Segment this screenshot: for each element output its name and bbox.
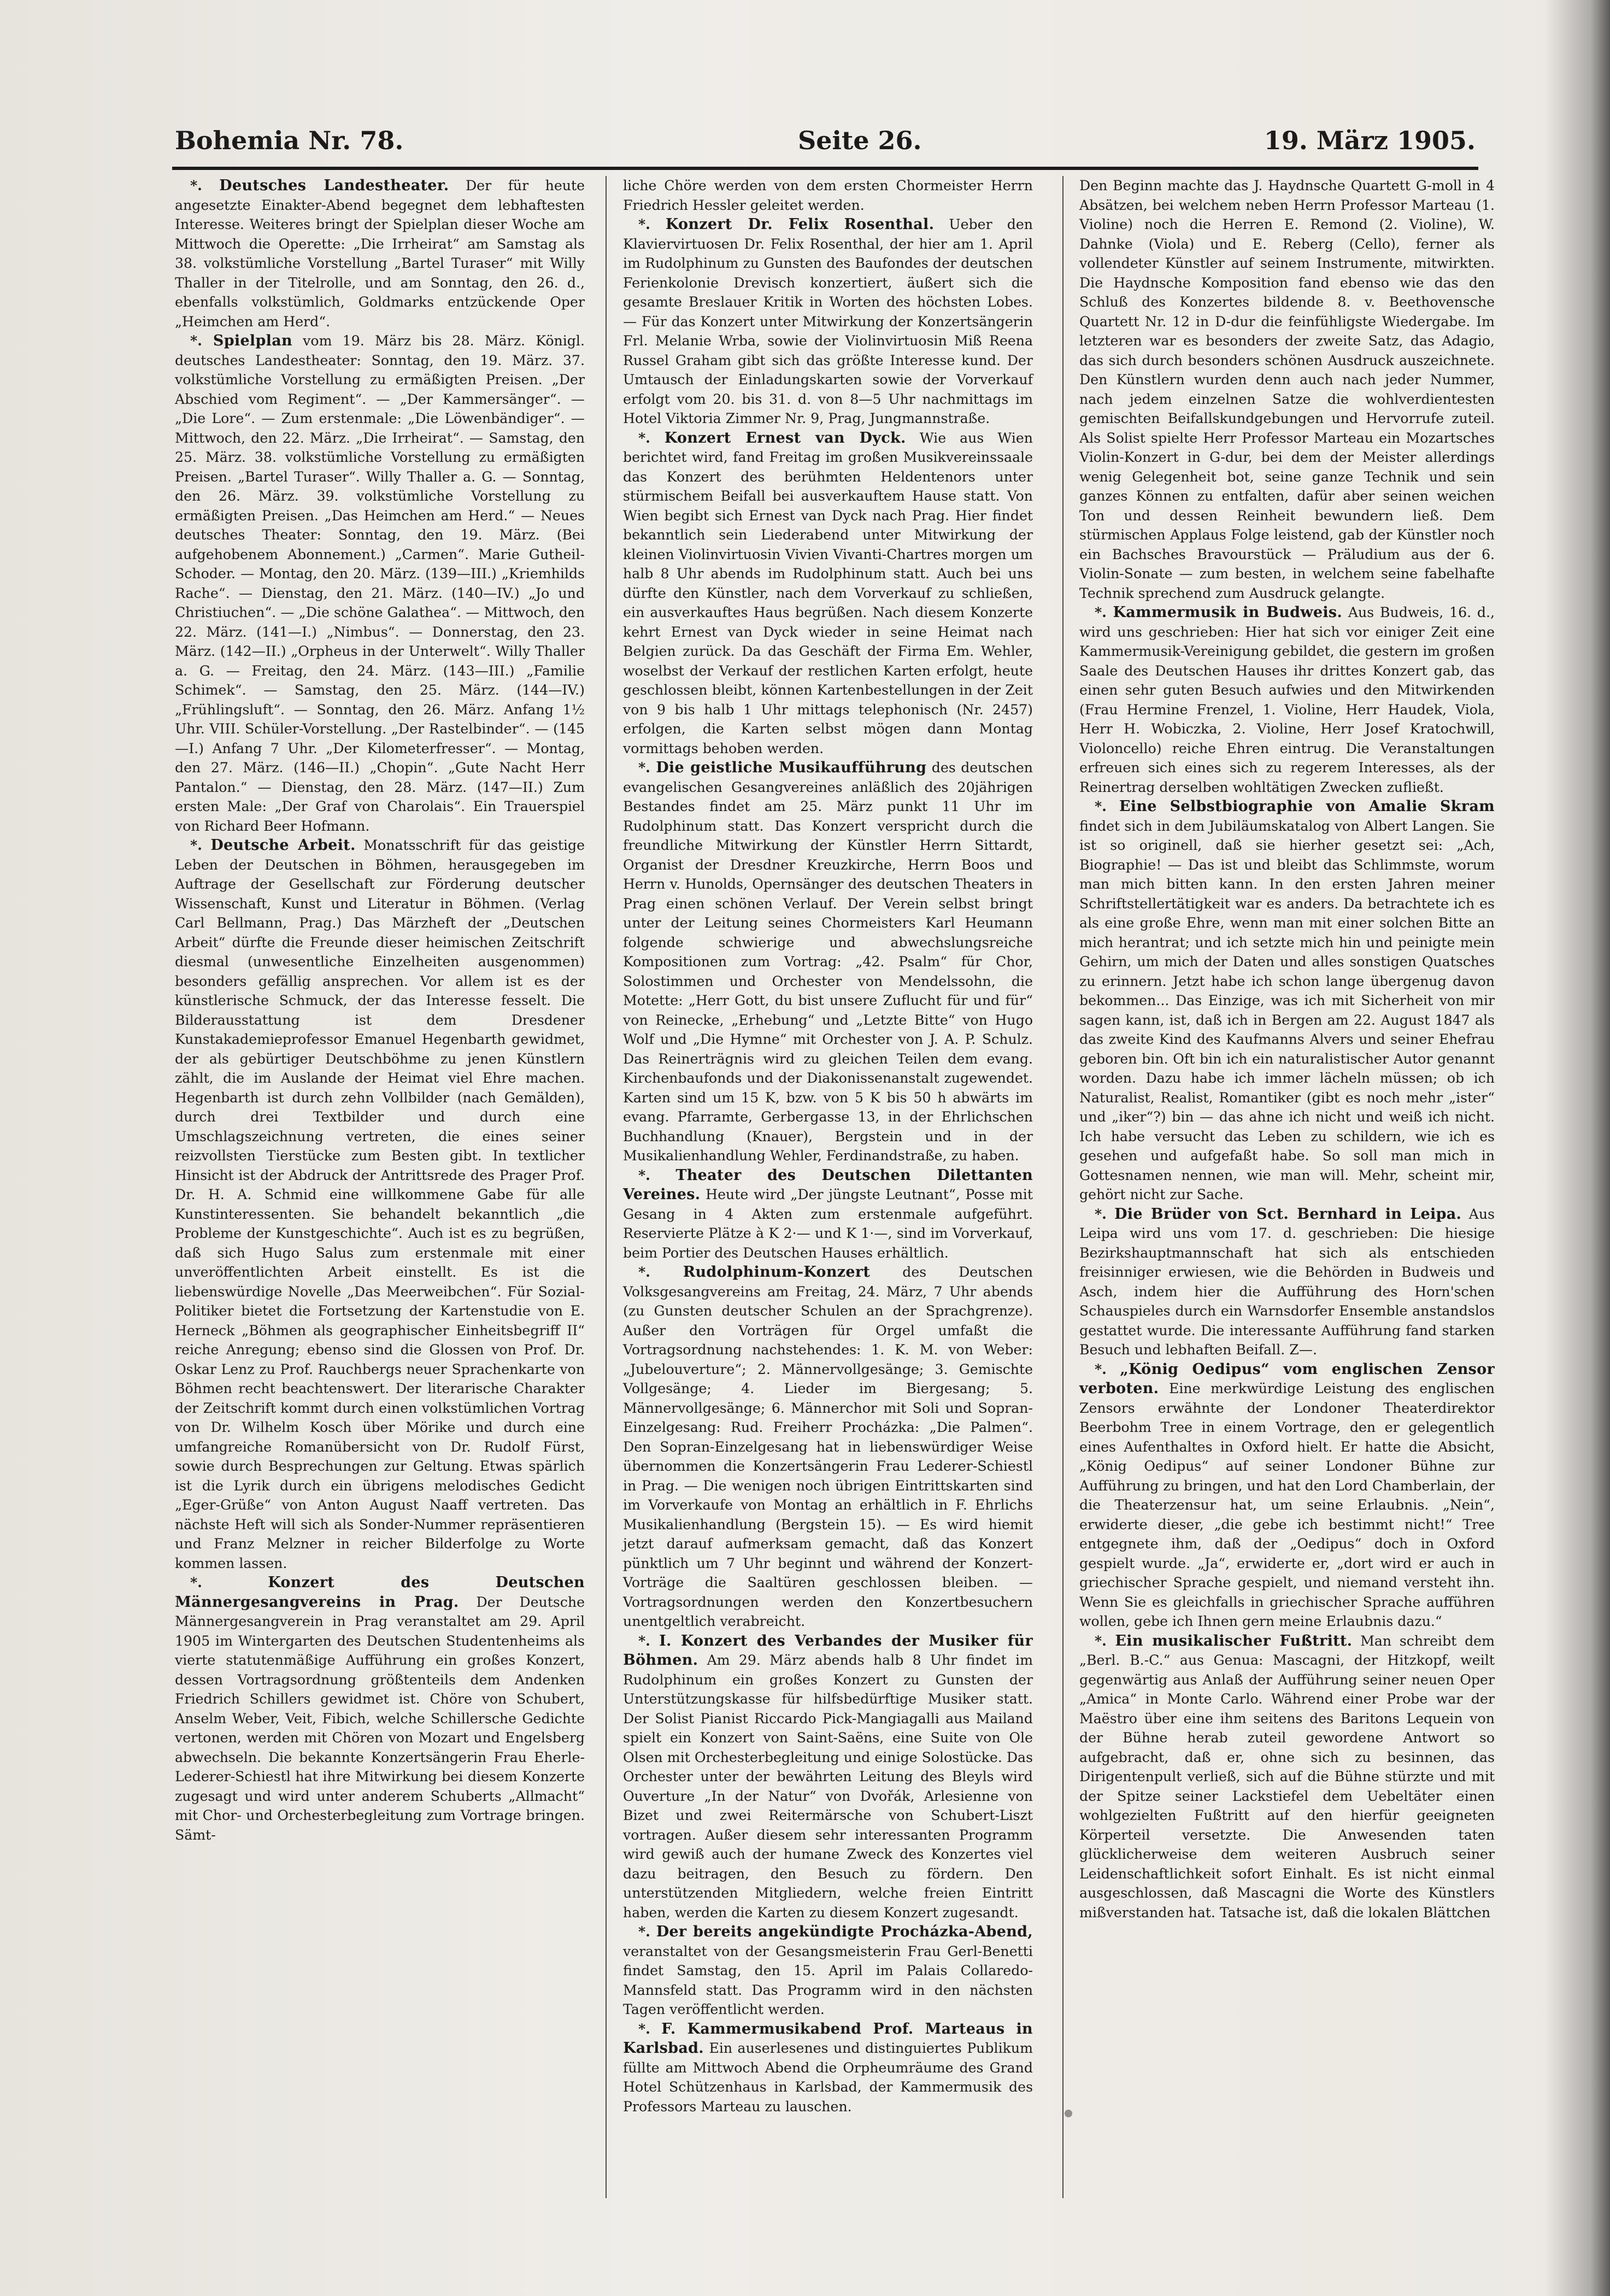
article-text: Eine merkwürdige Leistung des englischen Zensors erwähnte der Londoner Theaterdirektor Beerbohm Tree in einem Vortrage, den er gelegentlich eines Aufenthaltes in Oxford hielt. Er hatte die Absicht, „König Oedipus“ auf seiner Londoner Bühne zur Aufführung zu bringen, und hat den Lord Chamberlain, der die Theaterzensur hat, um seine Erlaubnis. „Nein“, erwiderte dieser, „die gebe ich bestimmt nicht!“ Tree entgegnete ihm, daß der „Oedipus“ doch in Oxford gespielt wurde. „Ja“, erwiderte er, „dort wird er auch in griechischer Sprache gespielt, und niemand versteht ihn. Wenn Sie es gleichfalls in griechischer Sprache aufführen wollen, gebe ich Ihnen gern meine Erlaubnis dazu.“ [1079,1381,1495,1629]
article-bullet-icon: *. [1095,1632,1115,1649]
header-page-number: Seite 26. [798,126,922,155]
article-paragraph [1079,797,1495,1205]
article-text: Man schreibt dem „Berl. B.-C.“ aus Genua: Mascagni, der Hitzkopf, weilt gegenwärtig aus Anlaß der Aufführung seiner neuen Oper „Amica“ in Monte Carlo. Während einer Probe war der Maëstro über eine ihm seitens des Baritons Lequein von der Bühne herab zuteil gewordene Antwort so aufgebracht, daß er, ohne sich zu besinnen, das Dirigentenpult verließ, sich auf die Bühne stürzte und mit der Spitze seiner Lackstiefel dem Uebeltäter einen wohlgezielten Fußtritt auf den hierfür geeigneten Körperteil versetzte. Die Anwesenden taten glücklicherweise dem weiteren Ausbruch seiner Leidenschaftlichkeit sofort Einhalt. Es ist nicht einmal ausgeschlossen, daß Mascagni die Worte des Künstlers mißverstanden hat. Tatsache ist, daß die lokalen Blättchen [1079,1633,1495,1921]
article-text: Der Deutsche Männergesangverein in Prag veranstaltet am 29. April 1905 im Wintergarten des Deutschen Studentenheims als vierte statutenmäßige Aufführung ein großes Konzert, dessen Vortragsordnung größtenteils dem Andenken Friedrich Schillers gewidmet ist. Chöre von Schubert, Anselm Weber, Veit, Fibich, welche Schillersche Gedichte vertonen, werden mit Chören von Mozart und Engelsberg abwechseln. Die bekannte Konzertsängerin Frau Eherle-Lederer-Schiestl hat ihre Mitwirkung bei diesem Konzerte zugesagt und wird unter anderem Schuberts „Allmacht“ mit Chor- und Orchesterbegleitung zum Vortrage bringen. Sämt- [175,1594,585,1843]
column-1 [175,176,585,2176]
article-paragraph [175,331,585,836]
article-paragraph [623,176,1033,215]
article-bullet-icon: *. [638,429,665,446]
article-text: Ein auserlesenes und distinguiertes Publikum füllte am Mittwoch Abend die Orpheumräume des Grand Hotel Schützenhaus in Karlsbad, der Kammermusik des Professors Marteau zu lauschen. [623,2040,1033,2115]
article-paragraph [1079,1205,1495,1360]
column-3 [1079,176,1495,1921]
article-bullet-icon: *. [1095,798,1119,814]
article-bullet-icon: *. [638,1632,660,1649]
article-bullet-icon: *. [190,1574,268,1590]
article-heading: Konzert des Deutschen Männergesangvereins in Prag. [175,1574,585,1611]
article-text: Am 29. März abends halb 8 Uhr findet im Rudolphinum ein großes Konzert zu Gunsten der Unterstützungskasse für hilfsbedürftige Musiker statt. Der Solist Pianist Riccardo Pick-Mangiagalli aus Mailand spielt ein Konzert von Saint-Saëns, eine Suite von Ole Olsen mit Orchesterbegleitung und einige Solostücke. Das Orchester unter der bewährten Leitung des Bleyls wird Ouverture „In der Natur“ von Dvořák, Arlesienne von Bizet und zwei Reitermärsche von Schubert-Liszt vortragen. Außer diesem sehr interessanten Programm wird gewiß auch der humane Zweck des Konzertes viel dazu beitragen, den Besuch zu fördern. Den unterstützenden Mitgliedern, welche freien Eintritt haben, werden die Karten zu diesem Konzert zugesandt. [623,1652,1033,1921]
article-text: Aus Budweis, 16. d., wird uns geschrieben: Hier hat sich vor einiger Zeit eine Kammermusik-Vereinigung gebildet, die gestern im großen Saale des Deutschen Hauses ihr drittes Konzert gab, das einen sehr guten Besuch aufwies und den Mitwirkenden (Frau Hermine Frenzel, 1. Violine, Herr Haudek, Viola, Herr H. Wobiczka, 2. Violine, Herr Josef Kratochwill, Violoncello) reiche Ehren eintrug. Die Veranstaltungen erfreuen sich eines sich zu regerem Interesses, als der Reinertrag derselben wohltätigen Zwecken zufließt. [1079,604,1495,795]
article-text: Der für heute angesetzte Einakter-Abend begegnet dem lebhaftesten Interesse. Weiteres bringt der Spielplan dieser Woche am Mittwoch die Operette: „Die Irrheirat“ am Samstag als 38. volkstümliche Vorstellung „Bartel Turaser“ mit Willy Thaller in der Titelrolle, und am Sonntag, den 26. d., ebenfalls volkstümlich, Goldmarks entzückende Oper „Heimchen am Herd“. [175,178,585,330]
article-bullet-icon: *. [190,177,220,193]
article-text: des Deutschen Volksgesangvereins am Freitag, 24. März, 7 Uhr abends (zu Gunsten deutscher Schulen an der Sprachgrenze). Außer den Vorträgen für Orgel umfaßt die Vortragsordnung nachstehendes: 1. K. M. von Weber: „Jubelouverture“; 2. Männervollgesänge; 3. Gemischte Vollgesänge; 4. Lieder im Biergesang; 5. Männervollgesänge; 6. Männerchor mit Soli und Sopran-Einzelgesang: Rud. Freiherr Procházka: „Die Palmen“. Den Sopran-Einzelgesang hat in liebenswürdiger Weise übernommen die Konzertsängerin Frau Lederer-Schiestl in Prag. — Die wenigen noch übrigen Eintrittskarten sind im Vorverkaufe von Montag an erhältlich in F. Ehrlichs Musikalienhandlung (Bergstein 15). — Es wird hiemit jetzt darauf aufmerksam gemacht, daß das Konzert pünktlich um 7 Uhr beginnt und während der Konzert-Vorträge die Saaltüren geschlossen bleiben. — Vortragsordnungen werden den Konzertbesuchern unentgeltlich verabreicht. [623,1264,1033,1629]
article-paragraph [175,836,585,1573]
article-paragraph [1079,1360,1495,1631]
article-bullet-icon: *. [638,1166,676,1183]
column-divider-2 [1062,176,1063,2198]
article-paragraph [623,1631,1033,1923]
article-text: Aus Leipa wird uns vom 17. d. geschrieben: Die hiesige Bezirkshauptmannschaft hat sich als entschieden freisinniger erwiesen, wie die Behörden in Budweis und Asch, indem hier die Aufführung des Horn'schen Schauspieles durch ein Warnsdorfer Ensemble anstandslos gestattet wurde. Die interessante Aufführung fand starken Besuch und lebhaften Beifall. Z—. [1079,1206,1495,1358]
article-heading: F. Kammermusikabend Prof. Marteaus in Karlsbad. [623,2020,1033,2057]
article-bullet-icon: *. [190,332,213,349]
article-paragraph [1079,603,1495,797]
article-heading: Rudolphinum-Konzert [683,1264,871,1281]
article-text: Heute wird „Der jüngste Leutnant“, Posse mit Gesang in 4 Akten zum erstenmale aufgeführt. Reservierte Plätze à K 2·— und K 1·—, sind im Vorverkauf, beim Portier des Deutschen Hauses erhältlich. [623,1187,1033,1261]
article-bullet-icon: *. [638,2020,662,2037]
article-heading: Konzert Dr. Felix Rosenthal. [665,216,935,233]
article-bullet-icon: *. [638,1923,656,1940]
page-edge-shadow [1544,0,1610,2296]
article-text: Den Beginn machte das J. Haydnsche Quartett G-moll in 4 Absätzen, bei welchem neben Herrn Professor Marteau (1. Violine) noch die Herren E. Remond (2. Violine), W. Dahnke (Viola) und E. Reberg (Cello), ferner als vollendeter Künstler auf seinem Instrumente, mitwirkten. Die Haydnsche Komposition fand ebenso wie das den Schluß des Konzertes bildende 8. v. Beethovensche Quartett Nr. 12 in D-dur die feinfühligste Wiedergabe. Im letzteren war es besonders der zweite Satz, das Adagio, das sich durch besonders schönen Ausdruck auszeichnete. Den Künstlern wurden denn auch nach jeder Nummer, nach jedem einzelnen Satze die wohlverdientesten gemischten Beifallskundgebungen und Hervorrufe zuteil. Als Solist spielte Herr Professor Marteau ein Mozartsches Violin-Konzert in G-dur, bei dem der Meister allerdings wenig Gelegenheit bot, seine ganze Technik und sein ganzes Können zu entfalten, dafür aber seinen weichen Ton und dessen Reinheit bewundern ließ. Dem stürmischen Applaus Folge leistend, gab der Künstler noch ein Bachsches Bravourstück — Präludium aus der 6. Violin-Sonate — zum besten, in welchem seine fabelhafte Technik sprechend zum Ausdruck gelangte. [1079,178,1495,601]
article-heading: Kammermusik in Budweis. [1113,604,1343,621]
article-heading: Deutsches Landestheater. [219,177,449,194]
article-heading: „König Oedipus“ vom englischen Zensor verboten. [1079,1360,1495,1397]
article-bullet-icon: *. [638,759,656,776]
article-bullet-icon: *. [638,216,666,232]
article-paragraph [175,176,585,331]
article-heading: Ein musikalischer Fußtritt. [1115,1632,1353,1649]
article-heading: Die geistliche Musikaufführung [656,759,927,776]
article-text: veranstaltet von der Gesangsmeisterin Frau Gerl-Benetti findet Samstag, den 15. April im Palais Collaredo-Mannsfeld statt. Das Programm wird in den nächsten Tagen veröffentlicht werden. [623,1943,1033,2017]
article-paragraph [175,1573,585,1845]
article-paragraph [623,758,1033,1166]
article-bullet-icon: *. [1095,1360,1120,1377]
article-paragraph [623,1262,1033,1631]
article-heading: Die Brüder von Sct. Bernhard in Leipa. [1114,1205,1462,1223]
article-paragraph [623,2019,1033,2117]
article-paragraph [1079,1631,1495,1923]
header-publication: Bohemia Nr. 78. [175,126,404,155]
column-2 [623,176,1033,2198]
article-paragraph [623,428,1033,759]
article-heading: Eine Selbstbiographie von Amalie Skram [1119,798,1495,815]
header-date: 19. März 1905. [1264,126,1476,155]
article-paragraph [1079,176,1495,603]
article-paragraph [623,1166,1033,1263]
article-paragraph [623,215,1033,428]
article-text: findet sich in dem Jubiläumskatalog von Albert Langen. Sie ist so originell, daß sie hierher gesetzt sei: „Ach, Biographie! — Das ist und bleibt das Schlimmste, worum man mich bitten kann. In den ersten Jahren meiner Schriftstellertätigkeit war es anders. Da betrachtete ich es als eine große Ehre, wenn man mit einer solchen Bitte an mich herantrat; und ich setzte mich hin und peinigte mein Gehirn, um mich der Daten und alles sonstigen Quatsches zu erinnern. Jetzt habe ich schon lange übergenug davon bekommen... Das Einzige, was ich mit Sicherheit von mir sagen kann, ist, daß ich in Bergen am 22. August 1847 als das zweite Kind des Kaufmanns Alvers und seiner Ehefrau geboren bin. Oft bin ich ein naturalistischer Autor genannt worden. Dazu habe ich immer lächeln müssen; ob ich Naturalist, Realist, Romantiker (gibt es noch mehr „ister“ und „iker“?) bin — das ahne ich nicht und weiß ich nicht. Ich habe versucht das Leben zu schildern, wie ich es gesehen und aufgefaßt habe. So soll man mich in Gottesnamen nennen, wie man will. Mehr, scheint mir, gehört nicht zur Sache. [1079,818,1495,1202]
article-text: Ueber den Klaviervirtuosen Dr. Felix Rosenthal, der hier am 1. April im Rudolphinum zu Gunsten des Baufondes der deutschen Ferienkolonie Drevisch konzertiert, äußert sich die gesamte Breslauer Kritik in Worten des höchsten Lobes. — Für das Konzert unter Mitwirkung der Konzertsängerin Frl. Melanie Wrba, sowie der Violinvirtuosin Miß Reena Russel Graham gibt sich das größte Interesse kund. Der Umtausch der Einladungskarten sowie der Vorverkauf erfolgt vom 20. bis 31. d. von 8—5 Uhr nachmittags im Hotel Viktoria Zimmer Nr. 9, Prag, Jungmannstraße. [623,216,1033,426]
article-bullet-icon: *. [638,1264,683,1280]
article-bullet-icon: *. [1095,604,1113,620]
article-heading: I. Konzert des Verbandes der Musiker für Böhmen. [623,1632,1033,1669]
header-rule [172,167,1478,170]
article-heading: Deutsche Arbeit. [210,837,356,854]
article-text: Monatsschrift für das geistige Leben der Deutschen in Böhmen, herausgegeben im Auftrage der Gesellschaft zur Förderung deutscher Wissenschaft, Kunst und Literatur in Böhmen. (Verlag Carl Bellmann, Prag.) Das Märzheft der „Deutschen Arbeit“ dürfte die Freunde dieser heimischen Zeitschrift diesmal (unwesentliche Einzelheiten ausgenommen) besonders gefällig ansprechen. Vor allem ist es der künstlerische Schmuck, der das Interesse fesselt. Die Bilderausstattung ist dem Dresdener Kunstakademieprofessor Emanuel Hegenbarth gewidmet, der als gebürtiger Deutschböhme zu jenen Künstlern zählt, die im Auslande der Heimat viel Ehre machen. Hegenbarth ist durch zehn Vollbilder (nach Gemälden), durch drei Textbilder und durch eine Umschlagszeichnung vertreten, die eines seiner reizvollsten Tierstücke zum Besten gibt. In textlicher Hinsicht ist der Abdruck der Antrittsrede des Prager Prof. Dr. H. A. Schmid eine willkommene Gabe für alle Kunstinteressenten. Sie behandelt bekanntlich „die Probleme der Kunstgeschichte“. Auch ist es zu begrüßen, daß sich Hugo Salus zum erstenmale mit einer unveröffentlichten Arbeit einstellt. Es ist die liebenswürdige Novelle „Das Meerweibchen“. Für Sozial-Politiker bietet die Fortsetzung der Kartenstudie von E. Herneck „Böhmen als geographischer Einheitsbegriff II“ reiche Anregung; ebenso sind die Glossen von Prof. Dr. Oskar Lenz zu Prof. Rauchbergs neuer Sprachenkarte von Böhmen recht beachtenswert. Der literarische Charakter der Zeitschrift kommt durch einen volkstümlichen Vortrag von Dr. Wilhelm Kosch über Mörike und durch eine umfangreiche Romanübersicht von Dr. Rudolf Fürst, sowie durch Besprechungen zur Geltung. Etwas spärlich ist die Lyrik durch ein übrigens melodisches Gedicht „Eger-Grüße“ von Anton August Naaff vertreten. Das nächste Heft will sich als Sonder-Nummer repräsentieren und Franz Melzner in reicher Bilderfolge zu Worte kommen lassen. [175,837,585,1571]
article-bullet-icon: *. [190,837,211,853]
article-text: vom 19. März bis 28. März. Königl. deutsches Landestheater: Sonntag, den 19. März. 37. volkstümliche Vorstellung zu ermäßigten Preisen. „Der Abschied vom Regiment“. — „Der Kammersänger“. — „Die Lore“. — Zum erstenmale: „Die Löwenbändiger“. — Mittwoch, den 22. März. „Die Irrheirat“. — Samstag, den 25. März. 38. volkstümliche Vorstellung zu ermäßigten Preisen. „Bartel Turaser“. Willy Thaller a. G. — Sonntag, den 26. März. 39. volkstümliche Vorstellung zu ermäßigten Preisen. „Das Heimchen am Herd.“ — Neues deutsches Theater: Sonntag, den 19. März. (Bei aufgehobenem Abonnement.) „Carmen“. Marie Gutheil-Schoder. — Montag, den 20. März. (139—III.) „Kriemhilds Rache“. — Dienstag, den 21. März. (140—IV.) „Jo und Christiuchen“. — „Die schöne Galathea“. — Mittwoch, den 22. März. (141—I.) „Nimbus“. — Donnerstag, den 23. März. (142—II.) „Orpheus in der Unterwelt“. Willy Thaller a. G. — Freitag, den 24. März. (143—III.) „Familie Schimek“. — Samstag, den 25. März. (144—IV.) „Frühlingsluft“. — Sonntag, den 26. März. Anfang 1½ Uhr. VIII. Schüler-Vorstellung. „Der Rastelbinder“. — (145—I.) Anfang 7 Uhr. „Der Kilometerfresser“. — Montag, den 27. März. (146—II.) „Chopin“. „Gute Nacht Herr Pantalon.“ — Dienstag, den 28. März. (147—II.) Zum ersten Male: „Der Graf von Charolais“. Ein Trauerspiel von Richard Beer Hofmann. [175,333,585,834]
article-heading: Theater des Deutschen Dilettanten Vereines. [623,1166,1033,1203]
article-heading: Konzert Ernest van Dyck. [664,429,906,447]
article-paragraph [623,1922,1033,2019]
article-text: Wie aus Wien berichtet wird, fand Freitag im großen Musikvereinssaale das Konzert des berühmten Heldentenors unter stürmischem Beifall bei ausverkauftem Hause statt. Von Wien begibt sich Ernest van Dyck nach Prag. Hier findet bekanntlich sein Liederabend unter Mitwirkung der kleinen Violinvirtuosin Vivien Vivanti-Chartres morgen um halb 8 Uhr abends im Rudolphinum statt. Auch bei uns dürfte den Künstler, nach dem Vorverkauf zu schließen, ein ausverkauftes Haus begrüßen. Nach diesem Konzerte kehrt Ernest van Dyck wieder in seine Heimat nach Belgien zurück. Da das Geschäft der Firma Em. Wehler, woselbst der Verkauf der restlichen Karten erfolgt, heute geschlossen bleibt, können Kartenbestellungen in der Zeit von 9 bis halb 1 Uhr mittags telephonisch (Nr. 2457) erfolgen, die Karten selbst mögen dann Montag vormittags behoben werden. [623,430,1033,756]
article-heading: Der bereits angekündigte Procházka-Abend, [656,1923,1033,1940]
article-text: liche Chöre werden von dem ersten Chormeister Herrn Friedrich Hessler geleitet werden. [623,178,1033,213]
column-divider-1 [606,176,607,2198]
page-header [175,126,1476,164]
paper-speck [1065,2110,1072,2117]
article-text: des deutschen evangelischen Gesangvereines anläßlich des 20jährigen Bestandes findet am 25. März punkt 11 Uhr im Rudolphinum statt. Das Konzert verspricht durch die freundliche Mitwirkung der Künstler Herrn Sittardt, Organist der Dresdner Kreuzkirche, Herrn Boos und Herrn v. Hunolds, Opernsänger des deutschen Theaters in Prag einen schönen Verlauf. Der Verein selbst bringt unter der Leitung seines Chormeisters Karl Heumann folgende schwierige und abwechslungsreiche Kompositionen zum Vortrag: „42. Psalm“ für Chor, Solostimmen und Orchester von Mendelssohn, die Motette: „Herr Gott, du bist unsere Zuflucht für und für“ von Reinecke, „Erhebung“ und „Letzte Bitte“ von Hugo Wolf und „Die Hymne“ mit Orchester von J. A. P. Schulz. Das Reinerträgnis wird zu gleichen Teilen dem evang. Kirchenbaufonds und der Diakonissenanstalt zugewendet. Karten sind um 15 K, bzw. von 5 K bis 50 h abwärts im evang. Pfarramte, Gerbergasse 13, in der Ehrlichschen Buchhandlung (Knauer), Bergstein und in der Musikalienhandlung Wehler, Ferdinandstraße, zu haben. [623,760,1033,1164]
article-bullet-icon: *. [1095,1205,1115,1222]
article-heading: Spielplan [213,332,292,349]
